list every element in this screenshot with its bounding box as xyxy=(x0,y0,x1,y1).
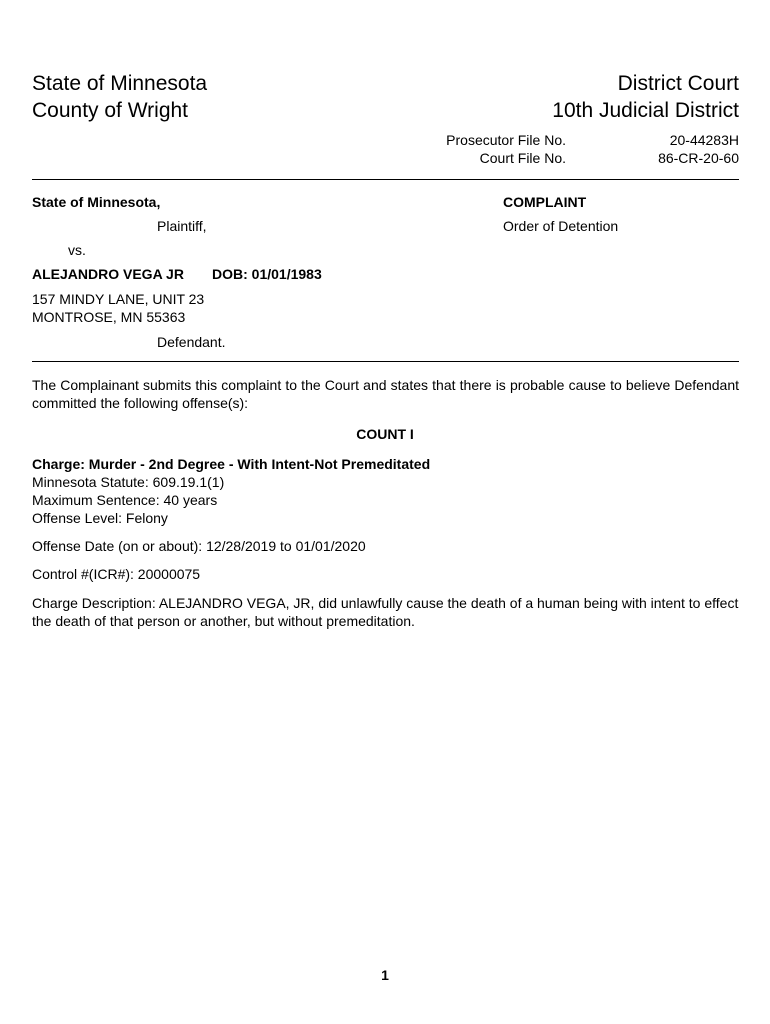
document-subtype: Order of Detention xyxy=(503,218,619,234)
defendant-address-line2: MONTROSE, MN 55363 xyxy=(32,309,186,325)
page-number: 1 xyxy=(381,967,389,983)
defendant-dob: DOB: 01/01/1983 xyxy=(212,266,322,282)
control-number: Control #(ICR#): 20000075 xyxy=(32,566,201,582)
count-title: COUNT I xyxy=(356,426,414,442)
document-type: COMPLAINT xyxy=(503,194,587,210)
offense-level: Offense Level: Felony xyxy=(32,510,168,526)
intro-paragraph: The Complainant submits this complaint to the Court and states that there is probable cause to believe Defendant committed the following offense(s): xyxy=(32,377,739,411)
caption-divider xyxy=(32,361,739,362)
county-heading: County of Wright xyxy=(32,99,189,122)
court-file-number: 86-CR-20-60 xyxy=(658,150,739,166)
district-heading: 10th Judicial District xyxy=(552,99,739,122)
defendant-address-line1: 157 MINDY LANE, UNIT 23 xyxy=(32,291,205,307)
defendant-label: Defendant. xyxy=(157,334,226,350)
plaintiff-label: Plaintiff, xyxy=(157,218,207,234)
court-file-label: Court File No. xyxy=(479,150,566,166)
versus-label: vs. xyxy=(68,242,86,258)
state-heading: State of Minnesota xyxy=(32,72,208,95)
offense-date: Offense Date (on or about): 12/28/2019 to 01/01/2020 xyxy=(32,538,366,554)
statute: Minnesota Statute: 609.19.1(1) xyxy=(32,474,225,490)
plaintiff-name: State of Minnesota, xyxy=(32,194,161,210)
max-sentence: Maximum Sentence: 40 years xyxy=(32,492,218,508)
charge-description: Charge Description: ALEJANDRO VEGA, JR, did unlawfully cause the death of a human being with intent to effect the death of that person or another, but without premeditation. xyxy=(32,595,739,629)
defendant-name: ALEJANDRO VEGA JR xyxy=(32,266,184,282)
charge-title: Charge: Murder - 2nd Degree - With Intent-Not Premeditated xyxy=(32,456,431,472)
header-divider xyxy=(32,179,739,180)
prosecutor-file-number: 20-44283H xyxy=(669,132,739,148)
court-heading: District Court xyxy=(617,72,739,95)
prosecutor-file-label: Prosecutor File No. xyxy=(446,132,566,148)
